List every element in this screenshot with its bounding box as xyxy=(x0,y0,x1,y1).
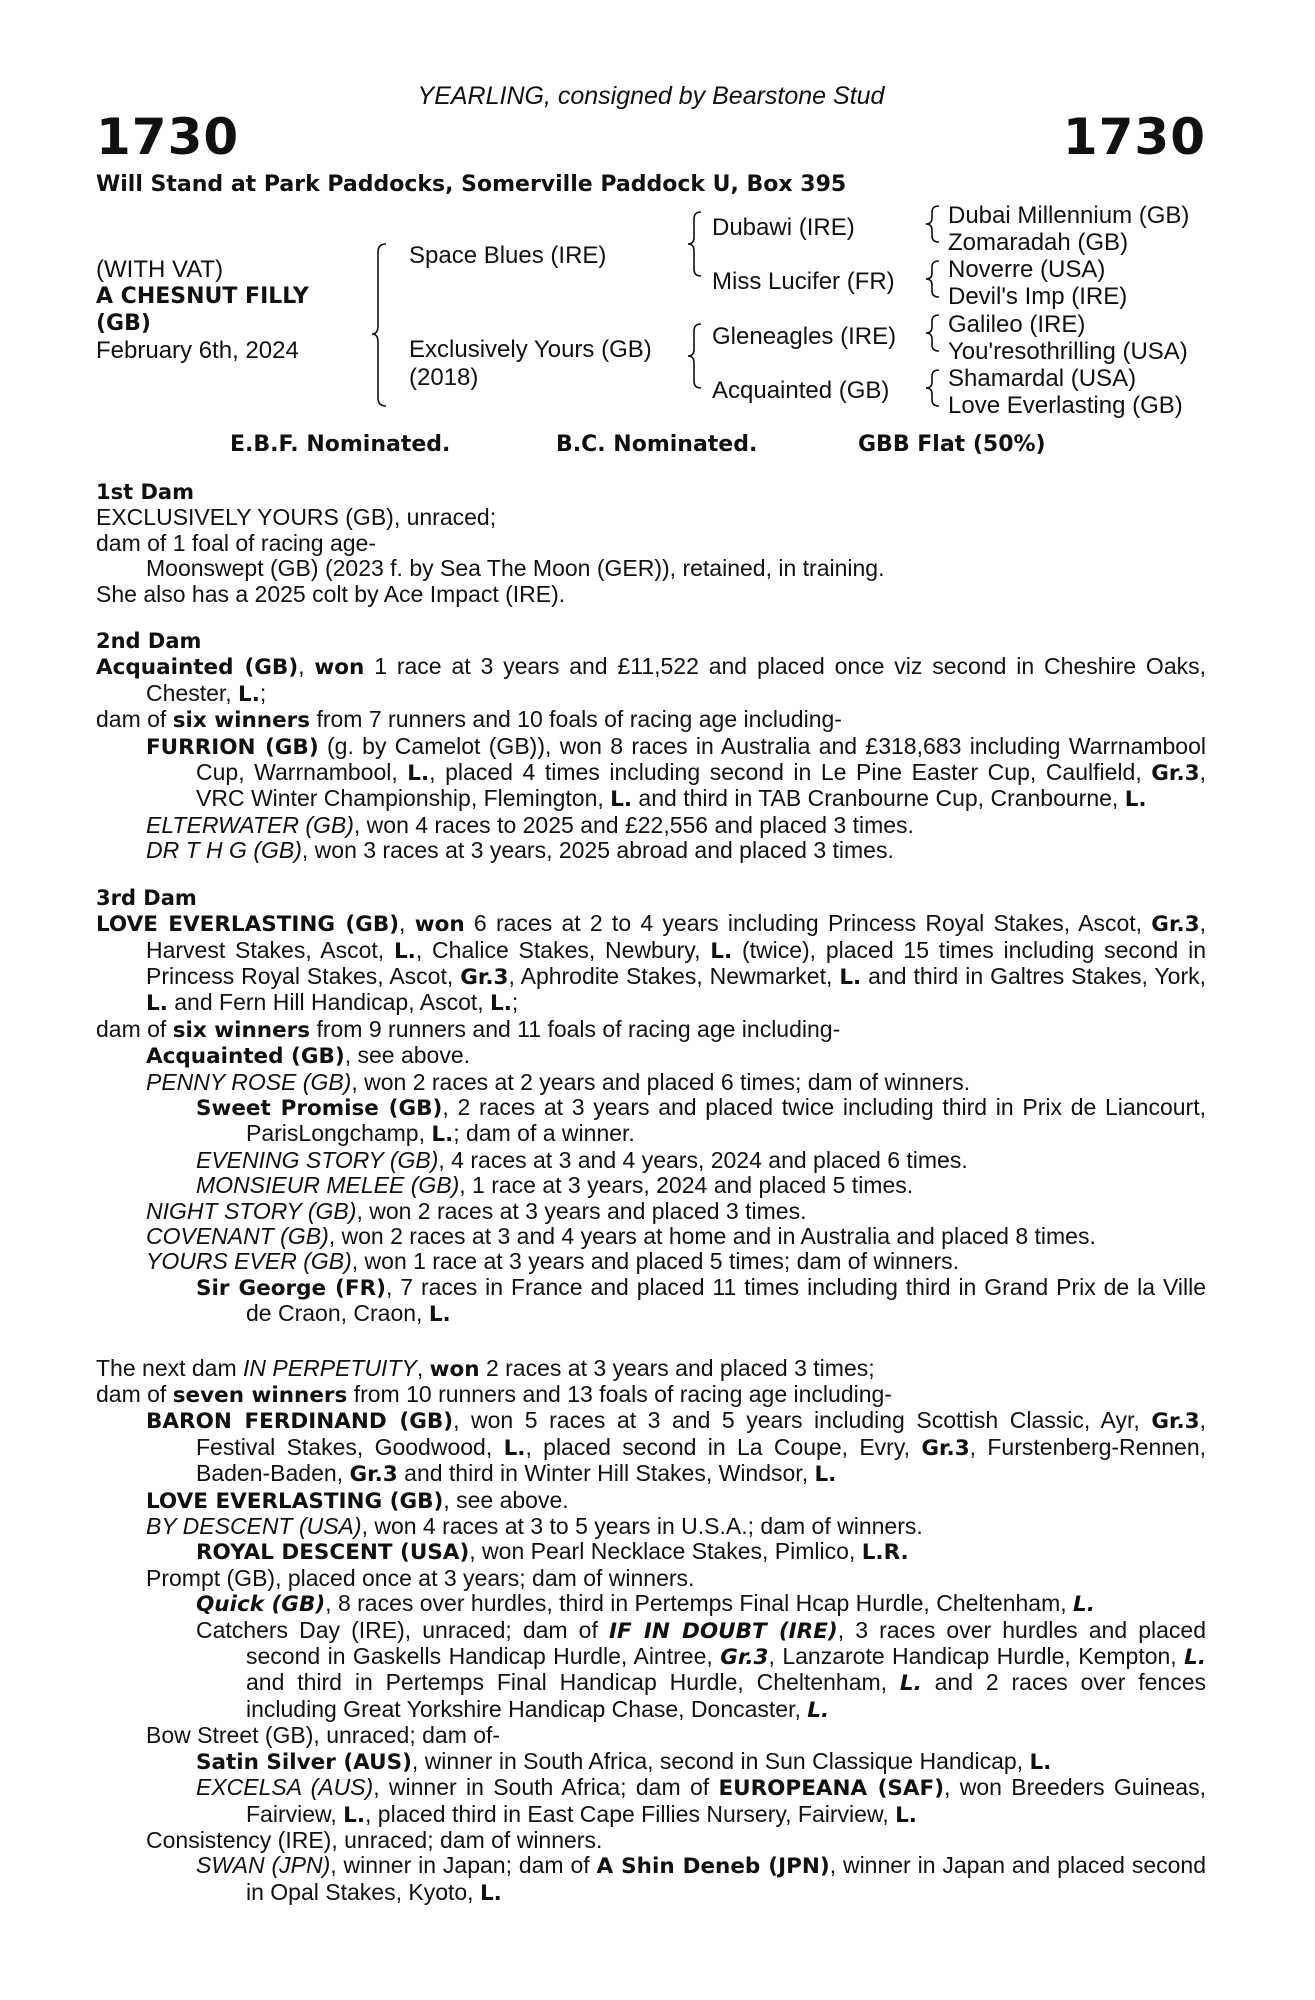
produce-yours-ever: YOURS EVER (GB), won 1 race at 3 years and placed 5 times; dam of winners. xyxy=(146,1248,960,1275)
produce-swan: SWAN (JPN), winner in Japan; dam of A Shin Deneb (JPN), winner in Japan and placed second in Opal Stakes, Kyoto, L. xyxy=(196,1852,1206,1906)
produce-bow-street: Bow Street (GB), unraced; dam of- xyxy=(146,1722,501,1749)
produce-love-everlasting: LOVE EVERLASTING (GB), see above. xyxy=(146,1486,569,1514)
produce-penny-rose: PENNY ROSE (GB), won 2 races at 2 years and placed 6 times; dam of winners. xyxy=(146,1068,971,1095)
stand-location: Will Stand at Park Paddocks, Somerville Paddock U, Box 395 xyxy=(96,172,847,197)
catalogue-body xyxy=(96,480,1206,1906)
horse-dob: February 6th, 2024 xyxy=(96,337,299,364)
produce-drthg: DR T H G (GB), won 3 races at 3 years, 2025 abroad and placed 3 times. xyxy=(146,837,894,864)
next-dam-record: The next dam IN PERPETUITY, won 2 races at 3 years and placed 3 times; xyxy=(96,1354,875,1382)
third-dam-record: LOVE EVERLASTING (GB), won 6 races at 2 to 4 years including Princess Royal Stakes, Ascot, Gr.3, Harvest Stakes, Ascot, L., Chalice Stakes, Newbury, L. (twice), placed 15 times including second in Princess Royal Stakes, Ascot, Gr.3, Aphrodite Stakes, Newmarket, L. and third in Galtres Stakes, York, L. and Fern Hill Handicap, Ascot, L.; xyxy=(96,910,1206,1017)
pedigree-dam-year: (2018) xyxy=(409,364,479,391)
horse-country: (GB) xyxy=(96,311,151,336)
pedigree-brackets xyxy=(96,0,1206,440)
pedigree-dam: Exclusively Yours (GB) xyxy=(409,336,652,363)
third-dam-heading: 3rd Dam xyxy=(96,885,197,910)
consignor-line: YEARLING, consigned by Bearstone Stud xyxy=(417,82,885,110)
lot-number-left: 1730 xyxy=(96,108,240,166)
first-dam-line: EXCLUSIVELY YOURS (GB), unraced; xyxy=(96,504,497,531)
produce-evening-story: EVENING STORY (GB), 4 races at 3 and 4 years, 2024 and placed 6 times. xyxy=(196,1146,968,1173)
pedigree-sdd: Devil's Imp (IRE) xyxy=(948,283,1128,310)
pedigree-sss: Dubai Millennium (GB) xyxy=(948,202,1190,229)
pedigree-sire: Space Blues (IRE) xyxy=(409,242,607,269)
produce-prompt: Prompt (GB), placed once at 3 years; dam of winners. xyxy=(146,1564,695,1591)
produce-night-story: NIGHT STORY (GB), won 2 races at 3 years and placed 3 times. xyxy=(146,1197,807,1224)
produce-satin-silver: Satin Silver (AUS), winner in South Africa, second in Sun Classique Handicap, L. xyxy=(196,1747,1052,1775)
produce-excelsa: EXCELSA (AUS), winner in South Africa; dam of EUROPEANA (SAF), won Breeders Guineas, Fairview, L., placed third in East Cape Fillies Nursery, Fairview, L. xyxy=(196,1774,1206,1828)
produce-quick: Quick (GB), 8 races over hurdles, third in Pertemps Final Hcap Hurdle, Cheltenham, L. xyxy=(196,1590,1095,1618)
produce-consistency: Consistency (IRE), unraced; dam of winners. xyxy=(146,1826,603,1853)
first-dam-foals: dam of 1 foal of racing age- xyxy=(96,529,376,556)
third-dam-produce-summary: dam of six winners from 9 runners and 11 foals of racing age including- xyxy=(96,1015,841,1043)
produce-monsieur-melee: MONSIEUR MELEE (GB), 1 race at 3 years, 2024 and placed 5 times. xyxy=(196,1172,914,1199)
lot-number-right: 1730 xyxy=(1062,108,1206,166)
vat-note: (WITH VAT) xyxy=(96,256,224,283)
first-dam-heading: 1st Dam xyxy=(96,480,194,504)
pedigree-dsd: You'resothrilling (USA) xyxy=(948,338,1188,365)
pedigree-ddd: Love Everlasting (GB) xyxy=(948,392,1183,419)
gbb-flat: GBB Flat (50%) xyxy=(858,432,1046,457)
produce-by-descent: BY DESCENT (USA), won 4 races at 3 to 5 years in U.S.A.; dam of winners. xyxy=(146,1513,923,1540)
bc-nomination: B.C. Nominated. xyxy=(556,432,758,457)
produce-royal-descent: ROYAL DESCENT (USA), won Pearl Necklace Stakes, Pimlico, L.R. xyxy=(196,1538,909,1566)
produce-elterwater: ELTERWATER (GB), won 4 races to 2025 and £22,556 and placed 3 times. xyxy=(146,811,914,838)
second-dam-record: Acquainted (GB), won 1 race at 3 years and £11,522 and placed once viz second in Cheshire Oaks, Chester, L.; xyxy=(96,653,1207,707)
produce-sir-george: Sir George (FR), 7 races in France and placed 11 times including third in Grand Prix de la Ville de Craon, Craon, L. xyxy=(196,1273,1206,1328)
produce-sweet-promise: Sweet Promise (GB), 2 races at 3 years and placed twice including third in Prix de Liancourt, ParisLongchamp, L.; dam of a winner. xyxy=(196,1093,1206,1148)
next-dam-produce-summary: dam of seven winners from 10 runners and 13 foals of racing age including- xyxy=(96,1381,892,1408)
pedigree-ssd: Zomaradah (GB) xyxy=(948,229,1129,256)
produce-catchers-day: Catchers Day (IRE), unraced; dam of IF IN DOUBT (IRE), 3 races over hurdles and placed second in Gaskells Handicap Hurdle, Aintree, Gr.3, Lanzarote Handicap Hurdle, Kempton, L. and third in Pertemps Final Handicap Hurdle, Cheltenham, L. and 2 races over fences including Great Yorkshire Handicap Chase, Doncaster, L. xyxy=(196,1616,1207,1723)
produce-furrion: FURRION (GB) (g. by Camelot (GB)), won 8 races in Australia and £318,683 including Warrnambool Cup, Warrnambool, L., placed 4 times including second in Le Pine Easter Cup, Caulfield, Gr.3, VRC Winter Championship, Flemington, L. and third in TAB Cranbourne Cup, Cranbourne, L. xyxy=(146,732,1207,813)
produce-acquainted: Acquainted (GB), see above. xyxy=(146,1042,470,1070)
pedigree-dss: Galileo (IRE) xyxy=(948,311,1086,338)
pedigree-sire-sire: Dubawi (IRE) xyxy=(712,214,855,241)
pedigree-dam-dam: Acquainted (GB) xyxy=(712,377,890,404)
first-dam-note: She also has a 2025 colt by Ace Impact (IRE). xyxy=(96,580,566,607)
second-dam-heading: 2nd Dam xyxy=(96,629,202,654)
produce-covenant: COVENANT (GB), won 2 races at 3 and 4 years at home and in Australia and placed 8 times. xyxy=(146,1222,1096,1249)
ebf-nomination: E.B.F. Nominated. xyxy=(230,432,451,457)
pedigree-sire-dam: Miss Lucifer (FR) xyxy=(712,268,895,295)
first-dam-produce: Moonswept (GB) (2023 f. by Sea The Moon (GER)), retained, in training. xyxy=(146,555,885,582)
second-dam-produce-summary: dam of six winners from 7 runners and 10 foals of racing age including- xyxy=(96,706,842,734)
produce-baron-ferdinand: BARON FERDINAND (GB), won 5 races at 3 and 5 years including Scottish Classic, Ayr, Gr.3, Festival Stakes, Goodwood, L., placed second in La Coupe, Evry, Gr.3, Furstenberg-Rennen, Baden-Baden, Gr.3 and third in Winter Hill Stakes, Windsor, L. xyxy=(146,1407,1207,1488)
pedigree-sds: Noverre (USA) xyxy=(948,256,1106,283)
pedigree-dds: Shamardal (USA) xyxy=(948,365,1137,392)
pedigree-dam-sire: Gleneagles (IRE) xyxy=(712,323,897,350)
horse-name: A CHESNUT FILLY xyxy=(96,284,309,309)
